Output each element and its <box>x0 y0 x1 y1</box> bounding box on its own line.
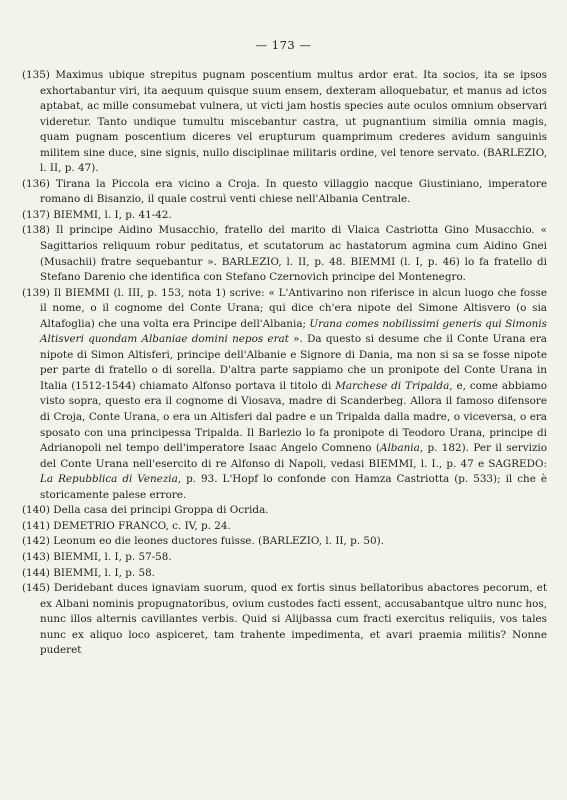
footnote-italic-text: Urana comes nobilissimi generis qui Simonis Altisveri quondam Albaniae domini nepos erat <box>40 317 547 346</box>
footnote <box>22 286 547 504</box>
footnote-text: ». Da questo si desume che il Conte Urana era nipote di Simon Altisferi, principe dell'Albanie e Signore di Dania, ma non si sa se fosse nipote per parte di fratello o di sorella. D'altra parte sappiamo che un pronipote del Conte Urana in Italia (1512-1544) chiamato Alfonso portava il titolo di <box>40 333 548 392</box>
footnote <box>22 534 547 550</box>
page-number: — 173 — <box>255 38 312 52</box>
footnote-italic-text: Albania <box>379 442 420 455</box>
footnote-text: (144) BIEMMI, l. I, p. 58. <box>22 566 155 579</box>
footnote-text: (143) BIEMMI, l. I, p. 57-58. <box>22 550 172 563</box>
footnote-text: , p. 93. L'Hopf lo confonde con Hamza Castriotta (p. 533); il che è storicamente palese errore. <box>40 473 547 501</box>
footnote <box>22 177 547 208</box>
footnote-text: , e, come abbiamo visto sopra, questo era il cognome di Viosava, madre di Scanderbeg. Allora il famoso difensore di Croja, Conte Urana, o era un Altisferi dal padre e un Tripalda dalla madre, o viceversa, o era sposato con una principessa Tripalda. Il Barlezio lo fa pronipote di Teodoro Urana, principe di Adrianopoli nel tempo dell'imperatore Isaac Angelo Comneno ( <box>40 379 547 455</box>
footnote-text: (139) Il BIEMMI (l. III, p. 153, nota 1) scrive: « L'Antivarino non riferisce in alcun luogo che fosse il nome, o il cognome del Conte Urana; qui dice ch'era nipote del Simone Altisvero (o sia Altafoglia) che una volta era Principe dell'Albania; <box>22 286 547 330</box>
footnote-text: (138) Il principe Aidino Musacchio, fratello del marito di Vlaica Castriotta Gino Musacchio. « Sagittarios reliquum robur peditatus, et scutatorum ac hastatorum agmina cum Aidino Gnei (Musachii) fratre sequebantur ». BARLEZIO, l. II, p. 48. BIEMMI (l. I, p. 46) lo fa fratello di Stefano Darenio che identifica con Stefano Czernovich principe del Montenegro. <box>22 224 547 284</box>
footnote-text: , p. 182). Per il servizio del Conte Urana nell'esercito di re Alfonso di Napoli, vedasi BIEMMI, l. I., p. 47 e SAGREDO: <box>40 442 547 470</box>
footnote-italic-text: La Repubblica di Venezia <box>40 473 178 486</box>
footnote-text: (135) Maximus ubique strepitus pugnam poscentium multus ardor erat. Ita socios, ita se ipsos exhortabantur viri, ita aequum quisque suum ensem, dexteram alloquebatur, et manus ad ictos aptabat, ac mille consumebat vulnera, ut victi jam hostis species aute oculos omnium observari videretur. Tanto undique tumultu miscebantur castra, ut pugnantium similia omnia magis, quam pugnam poscentium diceres vel erupturum quamprimum crederes avidum sanguinis militem sine duce, sine signis, nullo disciplinae militaris ordine, vel tenore servato. (BARLEZIO, l. II, p. 47). <box>22 69 547 175</box>
footnote-text: (136) Tirana la Piccola era vicino a Croja. In questo villaggio nacque Giustiniano, imperatore romano di Bisanzio, il quale costruì venti chiese nell'Albania Centrale. <box>22 177 547 206</box>
footnote <box>22 68 547 177</box>
footnote-text: (140) Della casa dei principi Groppa di Ocrida. <box>22 504 269 517</box>
footnotes-list <box>22 68 547 659</box>
footnote <box>22 550 547 566</box>
footnote <box>22 581 547 659</box>
footnote-text: (142) Leonum eo die leones ductores fuisse. (BARLEZIO, l. II, p. 50). <box>22 535 384 548</box>
footnote <box>22 566 547 582</box>
footnote-text: (141) DEMETRIO FRANCO, c. IV, p. 24. <box>22 519 231 532</box>
footnote <box>22 223 547 285</box>
footnote <box>22 519 547 535</box>
footnote <box>22 503 547 519</box>
footnote <box>22 208 547 224</box>
footnote-italic-text: Marchese di Tripalda <box>335 379 450 392</box>
footnote-text: (137) BIEMMI, l. I, p. 41-42. <box>22 208 172 221</box>
footnote-text: (145) Deridebant duces ignaviam suorum, quod ex fortis sinus bellatoribus abactores pecorum, et ex Albani nominis propugnatoribus, ovium custodes facti essent, accusabantque ultro nunc hos, nunc illos alternis cavillantes verbis. Quid si Alijbassa cum fracti exercitus reliquiis, vos tales nunc ex aliquo loco aspiceret, tam trahente impedimenta, et avari praemia militis? Nonne puderet <box>22 582 547 657</box>
